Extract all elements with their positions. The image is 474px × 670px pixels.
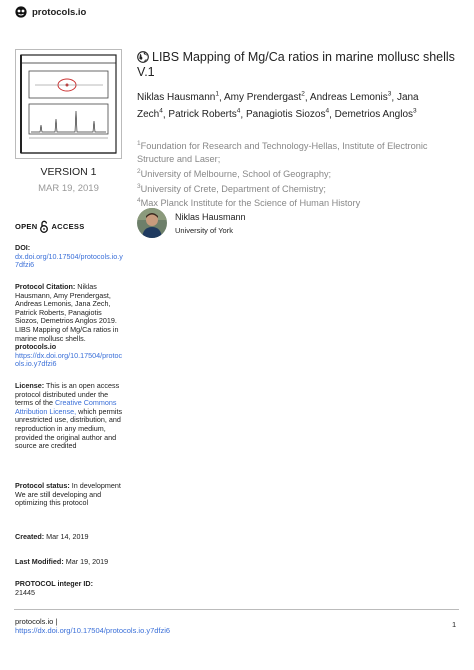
license-block xyxy=(15,382,123,451)
open-access-left: OPEN xyxy=(15,222,38,231)
license-pre: This is an open access protocol distributed under the terms of the xyxy=(15,381,120,408)
open-lock-icon xyxy=(39,220,49,233)
footer-link[interactable]: https://dx.doi.org/10.17504/protocols.io.y7dfzi6 xyxy=(15,626,171,635)
profile-name[interactable]: Niklas Hausmann xyxy=(175,212,246,222)
footer-source xyxy=(15,617,57,626)
protocols-logo-icon xyxy=(15,6,27,18)
footer-divider xyxy=(14,609,459,610)
globe-icon xyxy=(137,51,149,63)
author-item[interactable]: Amy Prendergast$^2$ xyxy=(224,91,305,104)
created-block xyxy=(15,533,123,542)
created-label: Created: xyxy=(15,532,45,541)
affiliation-list xyxy=(137,138,457,210)
status-note: We are still developing and optimizing this protocol xyxy=(15,489,102,508)
brand-name[interactable]: protocols.io xyxy=(32,6,87,18)
doi-block xyxy=(15,244,123,270)
open-access-badge xyxy=(15,220,85,233)
protocol-thumbnail xyxy=(15,49,122,159)
profile-affiliation: University of York xyxy=(175,226,233,235)
footer-source-name: protocols.io xyxy=(15,617,54,626)
license-post: which permits unrestricted use, distribution, and reproduction in any medium, provided the original author and source are credited xyxy=(15,406,123,451)
modified-block xyxy=(15,558,123,567)
author-item[interactable]: Jana Zech$^4$ xyxy=(137,92,419,121)
license-link[interactable]: Creative Commons Attribution License, xyxy=(15,398,117,416)
author-item[interactable]: Patrick Roberts$^4$ xyxy=(168,107,241,121)
author-item[interactable]: Demetrios Anglos$^3$ xyxy=(334,107,417,121)
integer-id-value: 21445 xyxy=(15,587,35,597)
author-item[interactable]: Andreas Lemonis$^3$ xyxy=(309,91,392,104)
status-block xyxy=(15,482,123,508)
protocol-title xyxy=(137,50,462,80)
site-header xyxy=(15,6,86,18)
citation-text: Niklas Hausmann, Amy Prendergast, Andreas Lemonis, Jana Zech, Patrick Roberts, Panagiotis Siozos, Demetrios Anglos 2019. LIBS Mapping of Mg/Ca ratios in marine mollusc shells. xyxy=(15,282,119,343)
citation-link[interactable]: https://dx.doi.org/10.17504/protocols.io.y7dfzi6 xyxy=(15,350,123,369)
integer-id-block xyxy=(15,580,123,597)
version-label: VERSION 1 xyxy=(40,166,97,178)
created-value: Mar 14, 2019 xyxy=(46,532,89,541)
license-label: License: xyxy=(15,381,45,390)
modified-label: Last Modified: xyxy=(15,557,64,566)
affiliation-item: $^4$Max Planck Institute for the Science of Human History xyxy=(137,197,361,209)
author-item[interactable]: Panagiotis Siozos$^4$ xyxy=(245,107,330,121)
author-item[interactable]: Niklas Hausmann$^1$ xyxy=(137,91,219,104)
page-number: 1 xyxy=(452,620,457,629)
protocol-title-text: LIBS Mapping of Mg/Ca ratios in marine mollusc shells V.1 xyxy=(137,50,455,79)
avatar[interactable] xyxy=(137,208,167,238)
status-value: In development xyxy=(71,481,121,490)
doi-link[interactable]: dx.doi.org/10.17504/protocols.io.y7dfzi6 xyxy=(15,251,123,270)
affiliation-item: $^1$Foundation for Research and Technology-Hellas, Institute of Electronic Structure and Laser; xyxy=(137,140,428,164)
integer-id-label: PROTOCOL integer ID: xyxy=(15,579,94,588)
author-list: Niklas Hausmann$^1$, Amy Prendergast$^2$, Andreas Lemonis$^3$, Jana Zech$^4$, Patrick Roberts$^4$, Panagiotis Siozos$^4$, Demetrios Anglos$^3$ xyxy=(137,91,419,121)
citation-source: protocols.io xyxy=(15,342,57,352)
status-label: Protocol status: xyxy=(15,481,70,490)
modified-value: Mar 19, 2019 xyxy=(65,557,109,566)
affiliation-item: $^2$University of Melbourne, School of Geography; xyxy=(137,167,332,179)
footer-separator: | xyxy=(55,617,58,626)
citation-label: Protocol Citation: xyxy=(15,282,76,291)
version-date: MAR 19, 2019 xyxy=(38,183,99,194)
citation-block xyxy=(15,283,123,369)
affiliation-item: $^3$University of Crete, Department of Chemistry; xyxy=(137,182,326,194)
doi-label: DOI: xyxy=(15,243,31,252)
open-access-right: ACCESS xyxy=(51,222,85,231)
